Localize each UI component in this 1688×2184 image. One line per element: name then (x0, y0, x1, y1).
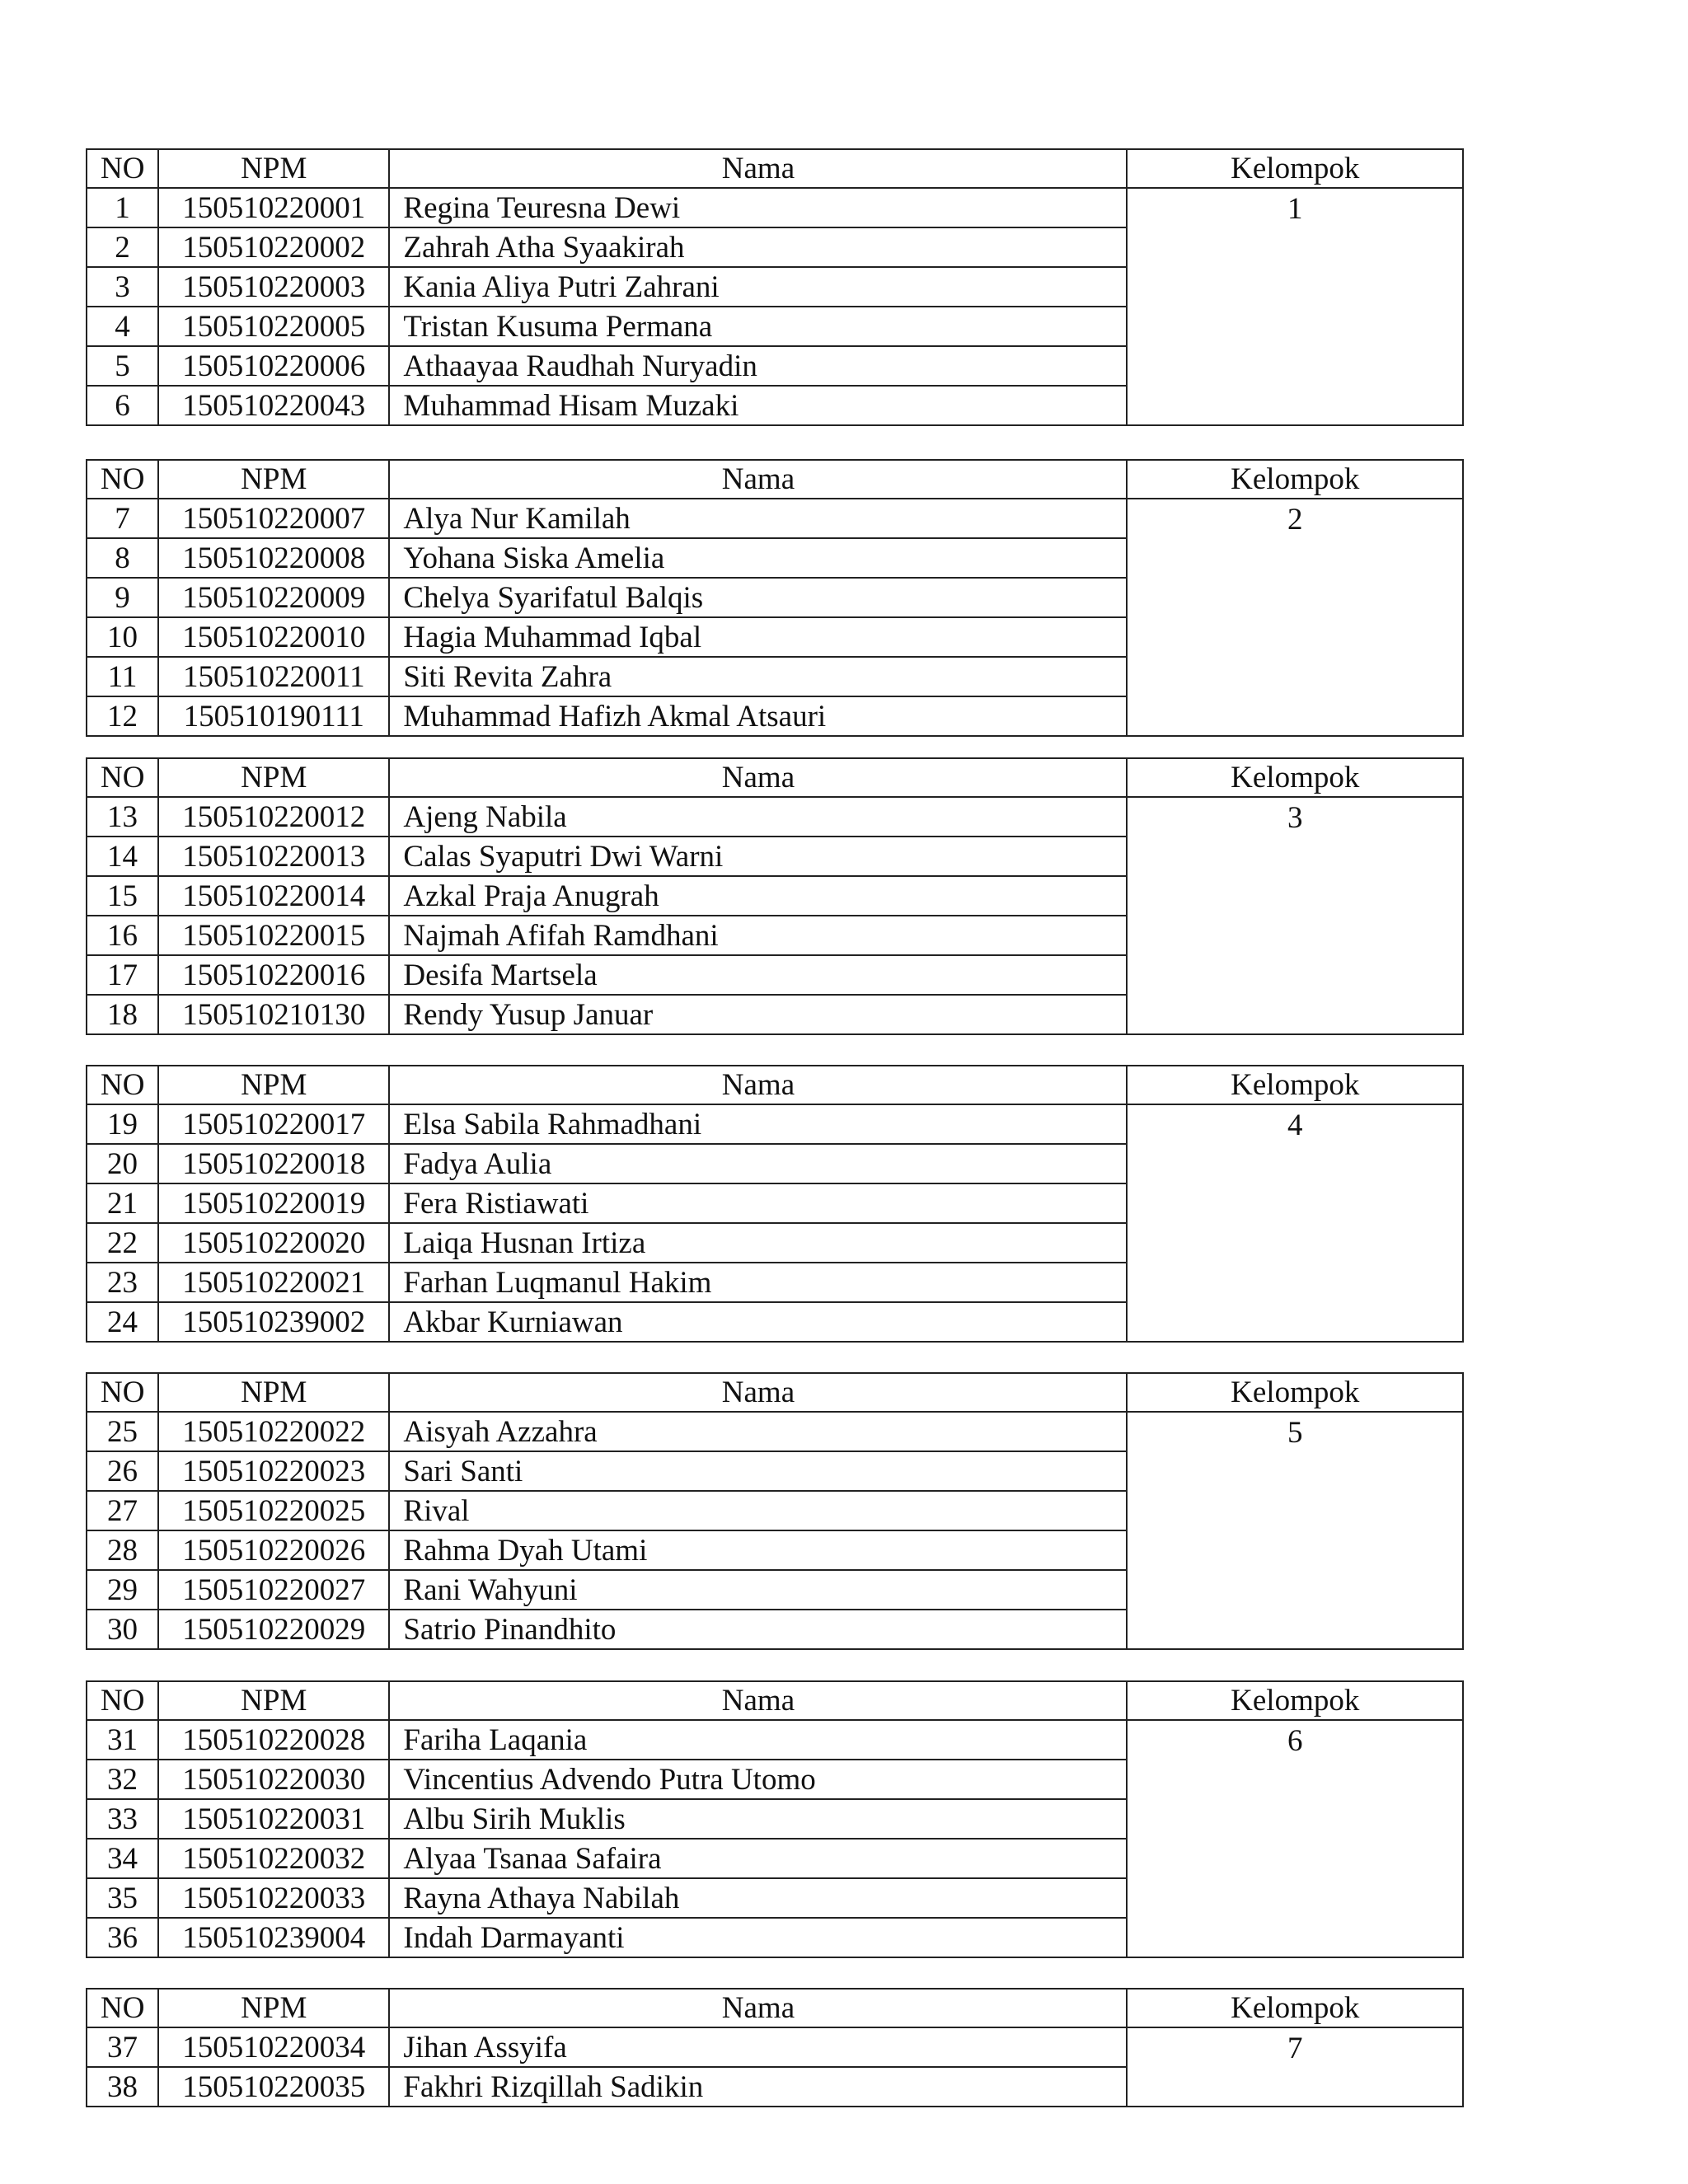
cell-no: 28 (87, 1530, 158, 1570)
header-kelompok: Kelompok (1127, 1681, 1463, 1720)
cell-nama: Ajeng Nabila (389, 797, 1127, 837)
cell-no: 23 (87, 1263, 158, 1302)
cell-npm: 150510220019 (158, 1183, 389, 1223)
header-nama: Nama (389, 1373, 1127, 1412)
header-kelompok: Kelompok (1127, 1066, 1463, 1104)
cell-no: 38 (87, 2067, 158, 2107)
header-no: NO (87, 1066, 158, 1104)
header-no: NO (87, 460, 158, 499)
header-no: NO (87, 1989, 158, 2027)
cell-no: 6 (87, 386, 158, 425)
cell-npm: 150510220032 (158, 1839, 389, 1878)
cell-nama: Aisyah Azzahra (389, 1412, 1127, 1451)
header-nama: Nama (389, 1989, 1127, 2027)
cell-no: 4 (87, 307, 158, 346)
cell-nama: Rayna Athaya Nabilah (389, 1878, 1127, 1918)
header-npm: NPM (158, 1373, 389, 1412)
cell-no: 25 (87, 1412, 158, 1451)
cell-npm: 150510220006 (158, 346, 389, 386)
cell-npm: 150510220009 (158, 578, 389, 617)
cell-npm: 150510220011 (158, 657, 389, 696)
header-no: NO (87, 1681, 158, 1720)
cell-npm: 150510220043 (158, 386, 389, 425)
cell-nama: Rival (389, 1491, 1127, 1530)
cell-nama: Albu Sirih Muklis (389, 1799, 1127, 1839)
cell-kelompok: 2 (1127, 499, 1463, 736)
group-table-1 (86, 148, 1464, 426)
header-row (87, 1373, 1463, 1412)
cell-no: 2 (87, 227, 158, 267)
cell-npm: 150510220017 (158, 1104, 389, 1144)
cell-no: 19 (87, 1104, 158, 1144)
header-row (87, 149, 1463, 188)
cell-npm: 150510220007 (158, 499, 389, 538)
cell-npm: 150510220001 (158, 188, 389, 227)
cell-nama: Akbar Kurniawan (389, 1302, 1127, 1342)
cell-npm: 150510220015 (158, 916, 389, 955)
cell-no: 27 (87, 1491, 158, 1530)
cell-no: 35 (87, 1878, 158, 1918)
header-nama: Nama (389, 758, 1127, 797)
header-row (87, 1989, 1463, 2027)
cell-nama: Sari Santi (389, 1451, 1127, 1491)
cell-kelompok: 3 (1127, 797, 1463, 1034)
cell-npm: 150510220029 (158, 1610, 389, 1649)
cell-no: 22 (87, 1223, 158, 1263)
cell-nama: Alyaa Tsanaa Safaira (389, 1839, 1127, 1878)
cell-nama: Azkal Praja Anugrah (389, 876, 1127, 916)
cell-nama: Yohana Siska Amelia (389, 538, 1127, 578)
cell-npm: 150510239002 (158, 1302, 389, 1342)
cell-no: 31 (87, 1720, 158, 1760)
table-row (87, 499, 1463, 538)
cell-npm: 150510220010 (158, 617, 389, 657)
cell-nama: Calas Syaputri Dwi Warni (389, 837, 1127, 876)
cell-npm: 150510220013 (158, 837, 389, 876)
group-table-7 (86, 1988, 1464, 2107)
cell-npm: 150510210130 (158, 995, 389, 1034)
cell-no: 21 (87, 1183, 158, 1223)
cell-nama: Siti Revita Zahra (389, 657, 1127, 696)
cell-nama: Satrio Pinandhito (389, 1610, 1127, 1649)
group-table-2 (86, 459, 1464, 737)
cell-nama: Elsa Sabila Rahmadhani (389, 1104, 1127, 1144)
cell-npm: 150510220026 (158, 1530, 389, 1570)
cell-npm: 150510220018 (158, 1144, 389, 1183)
header-npm: NPM (158, 1066, 389, 1104)
table-row (87, 2027, 1463, 2067)
cell-nama: Desifa Martsela (389, 955, 1127, 995)
cell-npm: 150510220022 (158, 1412, 389, 1451)
header-npm: NPM (158, 460, 389, 499)
header-row (87, 1066, 1463, 1104)
cell-npm: 150510220021 (158, 1263, 389, 1302)
cell-nama: Fakhri Rizqillah Sadikin (389, 2067, 1127, 2107)
cell-nama: Laiqa Husnan Irtiza (389, 1223, 1127, 1263)
cell-no: 17 (87, 955, 158, 995)
header-no: NO (87, 149, 158, 188)
cell-npm: 150510220033 (158, 1878, 389, 1918)
cell-nama: Rahma Dyah Utami (389, 1530, 1127, 1570)
header-kelompok: Kelompok (1127, 1989, 1463, 2027)
cell-npm: 150510220028 (158, 1720, 389, 1760)
header-npm: NPM (158, 1681, 389, 1720)
cell-no: 18 (87, 995, 158, 1034)
cell-nama: Farhan Luqmanul Hakim (389, 1263, 1127, 1302)
header-no: NO (87, 758, 158, 797)
cell-npm: 150510239004 (158, 1918, 389, 1957)
header-nama: Nama (389, 460, 1127, 499)
cell-nama: Athaayaa Raudhah Nuryadin (389, 346, 1127, 386)
cell-npm: 150510220030 (158, 1760, 389, 1799)
cell-no: 24 (87, 1302, 158, 1342)
cell-nama: Najmah Afifah Ramdhani (389, 916, 1127, 955)
cell-npm: 150510220035 (158, 2067, 389, 2107)
cell-nama: Hagia Muhammad Iqbal (389, 617, 1127, 657)
cell-nama: Fadya Aulia (389, 1144, 1127, 1183)
cell-npm: 150510190111 (158, 696, 389, 736)
header-kelompok: Kelompok (1127, 460, 1463, 499)
cell-nama: Kania Aliya Putri Zahrani (389, 267, 1127, 307)
cell-nama: Muhammad Hafizh Akmal Atsauri (389, 696, 1127, 736)
cell-nama: Tristan Kusuma Permana (389, 307, 1127, 346)
header-row (87, 1681, 1463, 1720)
cell-no: 1 (87, 188, 158, 227)
header-nama: Nama (389, 1681, 1127, 1720)
header-row (87, 460, 1463, 499)
group-table-6 (86, 1680, 1464, 1958)
cell-nama: Indah Darmayanti (389, 1918, 1127, 1957)
cell-no: 15 (87, 876, 158, 916)
header-kelompok: Kelompok (1127, 149, 1463, 188)
cell-no: 34 (87, 1839, 158, 1878)
cell-kelompok: 6 (1127, 1720, 1463, 1957)
cell-no: 9 (87, 578, 158, 617)
cell-no: 13 (87, 797, 158, 837)
cell-npm: 150510220012 (158, 797, 389, 837)
cell-no: 14 (87, 837, 158, 876)
header-nama: Nama (389, 149, 1127, 188)
cell-npm: 150510220023 (158, 1451, 389, 1491)
cell-no: 29 (87, 1570, 158, 1610)
table-row (87, 797, 1463, 837)
table-row (87, 1104, 1463, 1144)
group-table-4 (86, 1065, 1464, 1343)
cell-nama: Rani Wahyuni (389, 1570, 1127, 1610)
cell-npm: 150510220016 (158, 955, 389, 995)
cell-npm: 150510220008 (158, 538, 389, 578)
group-table-3 (86, 757, 1464, 1035)
cell-nama: Regina Teuresna Dewi (389, 188, 1127, 227)
cell-no: 16 (87, 916, 158, 955)
cell-no: 20 (87, 1144, 158, 1183)
group-table-5 (86, 1372, 1464, 1650)
cell-npm: 150510220031 (158, 1799, 389, 1839)
cell-nama: Vincentius Advendo Putra Utomo (389, 1760, 1127, 1799)
cell-nama: Alya Nur Kamilah (389, 499, 1127, 538)
cell-no: 33 (87, 1799, 158, 1839)
cell-npm: 150510220025 (158, 1491, 389, 1530)
cell-no: 32 (87, 1760, 158, 1799)
cell-nama: Fariha Laqania (389, 1720, 1127, 1760)
cell-no: 10 (87, 617, 158, 657)
header-row (87, 758, 1463, 797)
cell-no: 5 (87, 346, 158, 386)
cell-nama: Zahrah Atha Syaakirah (389, 227, 1127, 267)
cell-nama: Chelya Syarifatul Balqis (389, 578, 1127, 617)
header-kelompok: Kelompok (1127, 1373, 1463, 1412)
cell-kelompok: 1 (1127, 188, 1463, 425)
cell-no: 26 (87, 1451, 158, 1491)
cell-no: 8 (87, 538, 158, 578)
cell-npm: 150510220027 (158, 1570, 389, 1610)
cell-kelompok: 4 (1127, 1104, 1463, 1342)
cell-no: 3 (87, 267, 158, 307)
cell-nama: Jihan Assyifa (389, 2027, 1127, 2067)
cell-no: 11 (87, 657, 158, 696)
cell-npm: 150510220014 (158, 876, 389, 916)
header-nama: Nama (389, 1066, 1127, 1104)
cell-kelompok: 7 (1127, 2027, 1463, 2107)
table-row (87, 1720, 1463, 1760)
table-row (87, 1412, 1463, 1451)
cell-no: 12 (87, 696, 158, 736)
cell-no: 36 (87, 1918, 158, 1957)
cell-kelompok: 5 (1127, 1412, 1463, 1649)
cell-nama: Fera Ristiawati (389, 1183, 1127, 1223)
cell-npm: 150510220003 (158, 267, 389, 307)
cell-npm: 150510220002 (158, 227, 389, 267)
cell-nama: Muhammad Hisam Muzaki (389, 386, 1127, 425)
table-row (87, 188, 1463, 227)
cell-no: 37 (87, 2027, 158, 2067)
header-no: NO (87, 1373, 158, 1412)
header-npm: NPM (158, 149, 389, 188)
cell-npm: 150510220005 (158, 307, 389, 346)
cell-npm: 150510220034 (158, 2027, 389, 2067)
cell-no: 7 (87, 499, 158, 538)
cell-nama: Rendy Yusup Januar (389, 995, 1127, 1034)
header-kelompok: Kelompok (1127, 758, 1463, 797)
cell-npm: 150510220020 (158, 1223, 389, 1263)
header-npm: NPM (158, 1989, 389, 2027)
cell-no: 30 (87, 1610, 158, 1649)
header-npm: NPM (158, 758, 389, 797)
